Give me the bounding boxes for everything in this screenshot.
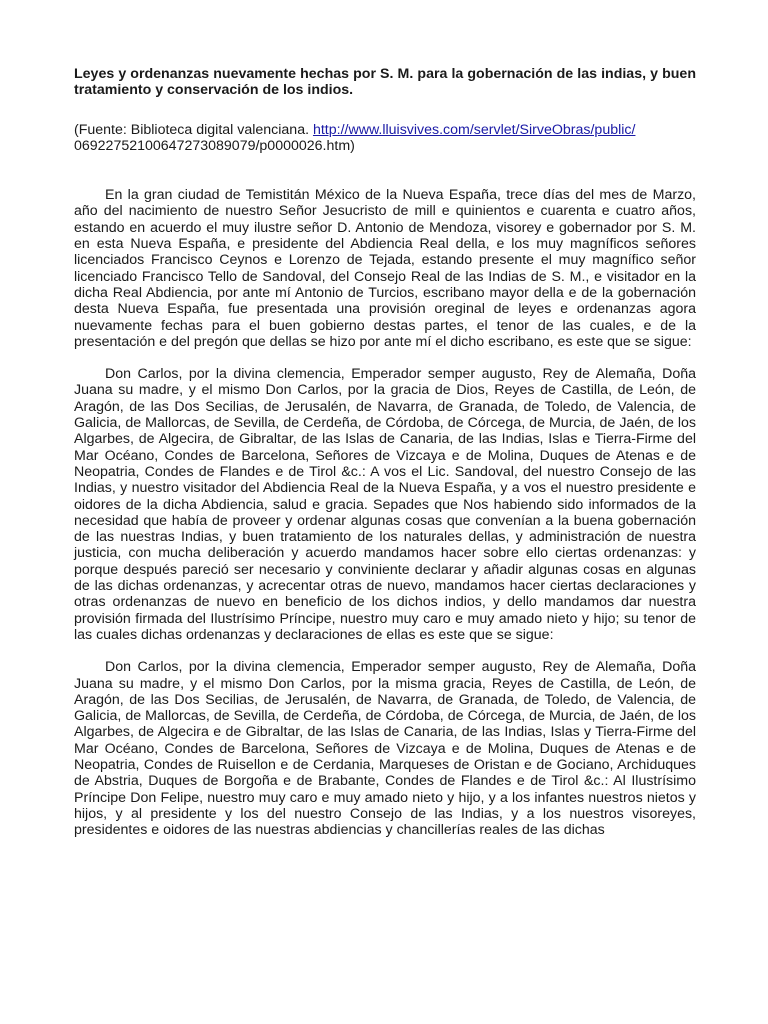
source-citation <box>74 122 696 155</box>
document-page <box>74 66 696 838</box>
paragraph-3: Don Carlos, por la divina clemencia, Emperador semper augusto, Rey de Alemaña, Doña Juana su madre, y el mismo Don Carlos, por la misma gracia, Reyes de Castilla, de León, de Aragón, de las Dos Secilias, de Jerusalén, de Navarra, de Granada, de Toledo, de Valencia, de Galicia, de Mallorcas, de Sevilla, de Cerdeña, de Córdoba, de Córcega, de Murcia, de Jaén, de los Algarbes, de Algecira e de Gibraltar, de las Islas de Canaria, de las Indias, Islas y Tierra-Firme del Mar Océano, Condes de Barcelona, Señores de Vizcaya e de Molina, Duques de Atenas e de Neopatria, Condes de Ruisellon e de Cerdania, Marqueses de Oristan e de Gociano, Archiduques de Abstria, Duques de Borgoña e de Brabante, Condes de Flandes e de Tirol &c.: Al Ilustrísimo Príncipe Don Felipe, nuestro muy caro e muy amado nieto y hijo, y a los infantes nuestros nietos y hijos, y al presidente y los del nuestro Consejo de las Indias, y a los nuestros visoreyes, presidentes e oidores de las nuestras abdiencias y chancillerías reales de las dichas <box>74 659 696 839</box>
document-title: Leyes y ordenanzas nuevamente hechas por S. M. para la gobernación de las indias, y buen tratamiento y conservación de los indios. <box>74 66 696 99</box>
source-suffix: 06922752100647273089079/p0000026.htm) <box>74 137 355 154</box>
source-link[interactable]: http://www.lluisvives.com/servlet/SirveObras/public/ <box>312 121 636 138</box>
paragraph-2: Don Carlos, por la divina clemencia, Emperador semper augusto, Rey de Alemaña, Doña Juana su madre, y el mismo Don Carlos, por la gracia de Dios, Reyes de Castilla, de León, de Aragón, de las Dos Secilias, de Jerusalén, de Navarra, de Granada, de Toledo, de Valencia, de Galicia, de Mallorcas, de Sevilla, de Cerdeña, de Córdoba, de Córcega, de Murcia, de Jaén, de los Algarbes, de Algecira, de Gibraltar, de las Islas de Canaria, de las Indias, Islas e Tierra-Firme del Mar Océano, Condes de Barcelona, Señores de Vizcaya e de Molina, Duques de Atenas e de Neopatria, Condes de Flandes e de Tirol &c.: A vos el Lic. Sandoval, del nuestro Consejo de las Indias, y nuestro visitador del Abdiencia Real de la Nueva España, y a vos el nuestro presidente e oidores de la dicha Abdiencia, salud e gracia. Sepades que Nos habiendo sido informados de la necesidad que había de proveer y ordenar algunas cosas que convenían a la buena gobernación de las nuestras Indias, y buen tratamiento de los naturales dellas, y administración de nuestra justicia, con mucha deliberación y acuerdo mandamos hacer sobre ello ciertas ordenanzas: y porque después pareció ser necesario y conviniente declarar y añadir algunas cosas en algunas de las dichas ordenanzas, y acrecentar otras de nuevo, mandamos hacer ciertas declaraciones y otras ordenanzas de nuevo en beneficio de los dichos indios, y dello mandamos dar nuestra provisión firmada del Ilustrísimo Príncipe, nuestro muy caro e muy amado nieto y hijo; su tenor de las cuales dichas ordenanzas y declaraciones de ellas es este que se sigue: <box>74 366 696 643</box>
source-prefix: (Fuente: Biblioteca digital valenciana. <box>74 121 313 138</box>
paragraph-1: En la gran ciudad de Temistitán México de la Nueva España, trece días del mes de Marzo, año del nacimiento de nuestro Señor Jesucristo de mill e quinientos e cuarenta e cuatro años, estando en acuerdo el muy ilustre señor D. Antonio de Mendoza, visorey e gobernador por S. M. en esta Nueva España, e presidente del Abdiencia Real della, e los muy magníficos señores licenciados Francisco Ceynos e Lorenzo de Tejada, estando presente el muy magnífico señor licenciado Francisco Tello de Sandoval, del Consejo Real de las Indias de S. M., e visitador en la dicha Real Abdiencia, por ante mí Antonio de Turcios, escribano mayor della e de la gobernación desta Nueva España, fue presentada una provisión oreginal de leyes e ordenanzas agora nuevamente fechas para el buen gobierno destas partes, el tenor de las cuales, e de la presentación e del pregón que dellas se hizo por ante mí el dicho escribano, es este que se sigue: <box>74 187 696 350</box>
